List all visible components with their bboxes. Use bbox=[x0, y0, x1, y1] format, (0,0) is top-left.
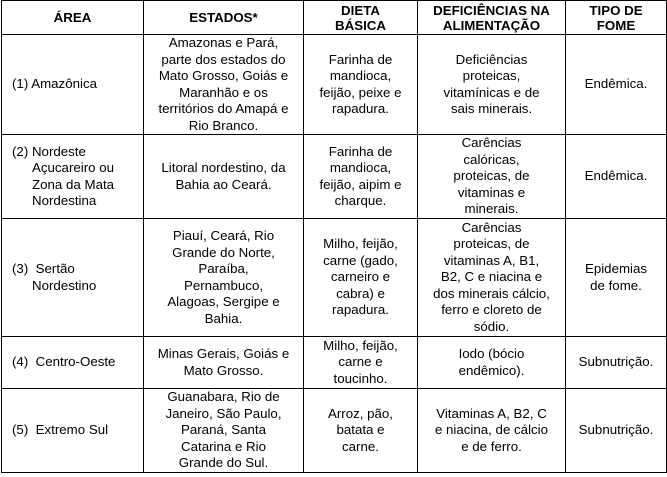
table-row bbox=[2, 135, 667, 219]
cell-text-line: TIPO DE bbox=[589, 2, 643, 18]
cell-dieta bbox=[304, 219, 418, 337]
cell-deficiencias bbox=[418, 389, 566, 473]
cell-text-line: sódio. bbox=[473, 318, 510, 334]
cell-dieta bbox=[304, 337, 418, 389]
cell-text-line: batata e bbox=[336, 422, 385, 438]
cell-text-line: Nordestina bbox=[32, 193, 97, 208]
cell-text-line: Carências bbox=[461, 135, 522, 151]
cell-text-line: minerais. bbox=[464, 201, 519, 217]
cell-deficiencias bbox=[418, 35, 566, 135]
cell-text-line: Grande do Norte, bbox=[172, 244, 275, 260]
hunger-regions-table bbox=[1, 0, 667, 473]
cell-text-line: Pernambuco, bbox=[183, 277, 264, 293]
cell-text-line: proteicas, de bbox=[453, 168, 530, 184]
cell-area bbox=[2, 389, 144, 473]
cell-text-line: Deficiências bbox=[455, 51, 528, 67]
cell-text-line: Subnutrição. bbox=[578, 354, 654, 370]
cell-text-line: Minas Gerais, Goiás e bbox=[157, 346, 290, 361]
cell-text-line: (5) Extremo Sul bbox=[12, 422, 109, 438]
cell-dieta bbox=[304, 135, 418, 219]
cell-text-line: Zona da Mata bbox=[32, 176, 115, 192]
cell-text-line: charque. bbox=[334, 193, 387, 208]
cell-text-line: (2) Nordeste bbox=[12, 143, 86, 159]
cell-text-line: (3) Sertão bbox=[12, 261, 75, 276]
cell-text-line: sais minerais. bbox=[450, 101, 533, 116]
cell-text-line: dos minerais cálcio, bbox=[433, 285, 550, 301]
header-dieta-basica bbox=[304, 1, 418, 35]
cell-text-line: Epidemias bbox=[584, 261, 648, 276]
cell-text-line: ÁREA bbox=[53, 10, 92, 25]
cell-text-line: proteicas, bbox=[462, 68, 521, 83]
cell-text-line: mandioca, bbox=[329, 160, 392, 175]
cell-text-line: (4) Centro-Oeste bbox=[12, 354, 116, 370]
cell-tipo bbox=[566, 389, 667, 473]
cell-estados bbox=[144, 219, 304, 337]
cell-text-line: Milho, feijão, bbox=[323, 236, 398, 252]
cell-text-line: DEFICIÊNCIAS NA bbox=[433, 2, 550, 18]
cell-text-line: e de ferro. bbox=[461, 438, 522, 454]
cell-text-line: Endêmica. bbox=[584, 168, 648, 184]
cell-text-line: Grande do Sul. bbox=[178, 455, 269, 471]
cell-tipo bbox=[566, 135, 667, 219]
cell-text-line: Vitaminas A, B2, C bbox=[436, 405, 547, 421]
header-deficiencias bbox=[418, 1, 566, 35]
cell-text-line: Rio Branco. bbox=[188, 117, 259, 133]
cell-text-line: Piauí, Ceará, Rio bbox=[172, 228, 275, 243]
cell-text-line: Bahia ao Ceará. bbox=[175, 176, 272, 192]
cell-dieta bbox=[304, 35, 418, 135]
cell-text-line: Litoral nordestino, da bbox=[161, 160, 286, 175]
cell-text-line: carneiro e bbox=[330, 269, 391, 285]
cell-text-line: carne. bbox=[342, 438, 379, 454]
cell-text-line: rapadura. bbox=[332, 302, 389, 318]
cell-text-line: Carências bbox=[461, 219, 522, 235]
cell-text-line: feijão, peixe e bbox=[319, 84, 402, 100]
cell-tipo bbox=[566, 337, 667, 389]
cell-area bbox=[2, 337, 144, 389]
cell-text-line: Iodo (bócio bbox=[458, 346, 525, 361]
cell-text-line: Catarina e Rio bbox=[181, 438, 266, 454]
cell-text-line: BÁSICA bbox=[335, 17, 386, 33]
cell-text-line: carne (gado, bbox=[323, 252, 398, 268]
cell-area bbox=[2, 35, 144, 135]
cell-text-line: Paraná, Santa bbox=[180, 422, 266, 438]
table-row bbox=[2, 389, 667, 473]
cell-text-line: mandioca, bbox=[329, 68, 392, 83]
cell-text-line: endêmico). bbox=[458, 362, 525, 378]
cell-text-line: toucinho. bbox=[333, 370, 388, 386]
cell-text-line: cabra) e bbox=[336, 285, 385, 301]
cell-text-line: ESTADOS* bbox=[189, 10, 258, 25]
cell-text-line: feijão, aipim e bbox=[319, 176, 402, 192]
table-row bbox=[2, 35, 667, 135]
cell-text-line: Amazonas e Pará, bbox=[168, 35, 279, 50]
cell-text-line: Mato Grosso, Goiás e bbox=[158, 68, 289, 83]
table-row bbox=[2, 337, 667, 389]
cell-area bbox=[2, 135, 144, 219]
cell-text-line: ferro e cloreto de bbox=[441, 302, 542, 318]
cell-text-line: Subnutrição. bbox=[578, 422, 654, 438]
cell-tipo bbox=[566, 35, 667, 135]
cell-deficiencias bbox=[418, 337, 566, 389]
cell-estados bbox=[144, 135, 304, 219]
cell-text-line: de fome. bbox=[590, 277, 642, 293]
cell-text-line: Paraíba, bbox=[198, 261, 249, 276]
cell-area bbox=[2, 219, 144, 337]
cell-text-line: FOME bbox=[596, 17, 636, 33]
cell-text-line: Maranhão e os bbox=[179, 84, 268, 100]
cell-text-line: Janeiro, São Paulo, bbox=[165, 405, 282, 421]
cell-text-line: Arroz, pão, bbox=[327, 405, 394, 421]
table-header-row bbox=[2, 1, 667, 35]
cell-text-line: parte dos estados do bbox=[161, 51, 286, 67]
cell-text-line: Nordestino bbox=[32, 277, 97, 293]
cell-text-line: Farinha de bbox=[328, 51, 393, 67]
cell-estados bbox=[144, 337, 304, 389]
cell-text-line: Bahia. bbox=[204, 310, 243, 326]
cell-estados bbox=[144, 389, 304, 473]
cell-text-line: Farinha de bbox=[328, 143, 393, 159]
cell-text-line: Guanabara, Rio de bbox=[167, 389, 280, 405]
cell-text-line: territórios do Amapá e bbox=[158, 101, 289, 116]
cell-text-line: Açucareiro ou bbox=[32, 160, 115, 175]
header-area bbox=[2, 1, 144, 35]
cell-deficiencias bbox=[418, 135, 566, 219]
cell-estados bbox=[144, 35, 304, 135]
cell-text-line: proteicas, de bbox=[453, 236, 530, 252]
cell-text-line: Alagoas, Sergipe e bbox=[167, 294, 280, 309]
cell-text-line: vitaminas A, B1, bbox=[443, 252, 540, 268]
cell-dieta bbox=[304, 389, 418, 473]
cell-text-line: rapadura. bbox=[332, 101, 389, 116]
cell-text-line: vitamínicas e de bbox=[443, 84, 540, 100]
cell-deficiencias bbox=[418, 219, 566, 337]
cell-tipo bbox=[566, 219, 667, 337]
cell-text-line: calóricas, bbox=[463, 151, 520, 167]
cell-text-line: (1) Amazônica bbox=[12, 76, 97, 92]
cell-text-line: e niacina, de cálcio bbox=[434, 422, 549, 438]
cell-text-line: DIETA bbox=[341, 2, 380, 18]
cell-text-line: Mato Grosso. bbox=[183, 362, 264, 378]
cell-text-line: B2, C e niacina e bbox=[440, 269, 543, 285]
cell-text-line: Endêmica. bbox=[584, 76, 648, 92]
header-tipo-de-fome bbox=[566, 1, 667, 35]
cell-text-line: vitaminas e bbox=[457, 184, 526, 200]
header-estados bbox=[144, 1, 304, 35]
cell-text-line: ALIMENTAÇÃO bbox=[442, 17, 541, 33]
cell-text-line: Milho, feijão, bbox=[323, 337, 398, 353]
table-row bbox=[2, 219, 667, 337]
cell-text-line: carne e bbox=[338, 354, 383, 370]
